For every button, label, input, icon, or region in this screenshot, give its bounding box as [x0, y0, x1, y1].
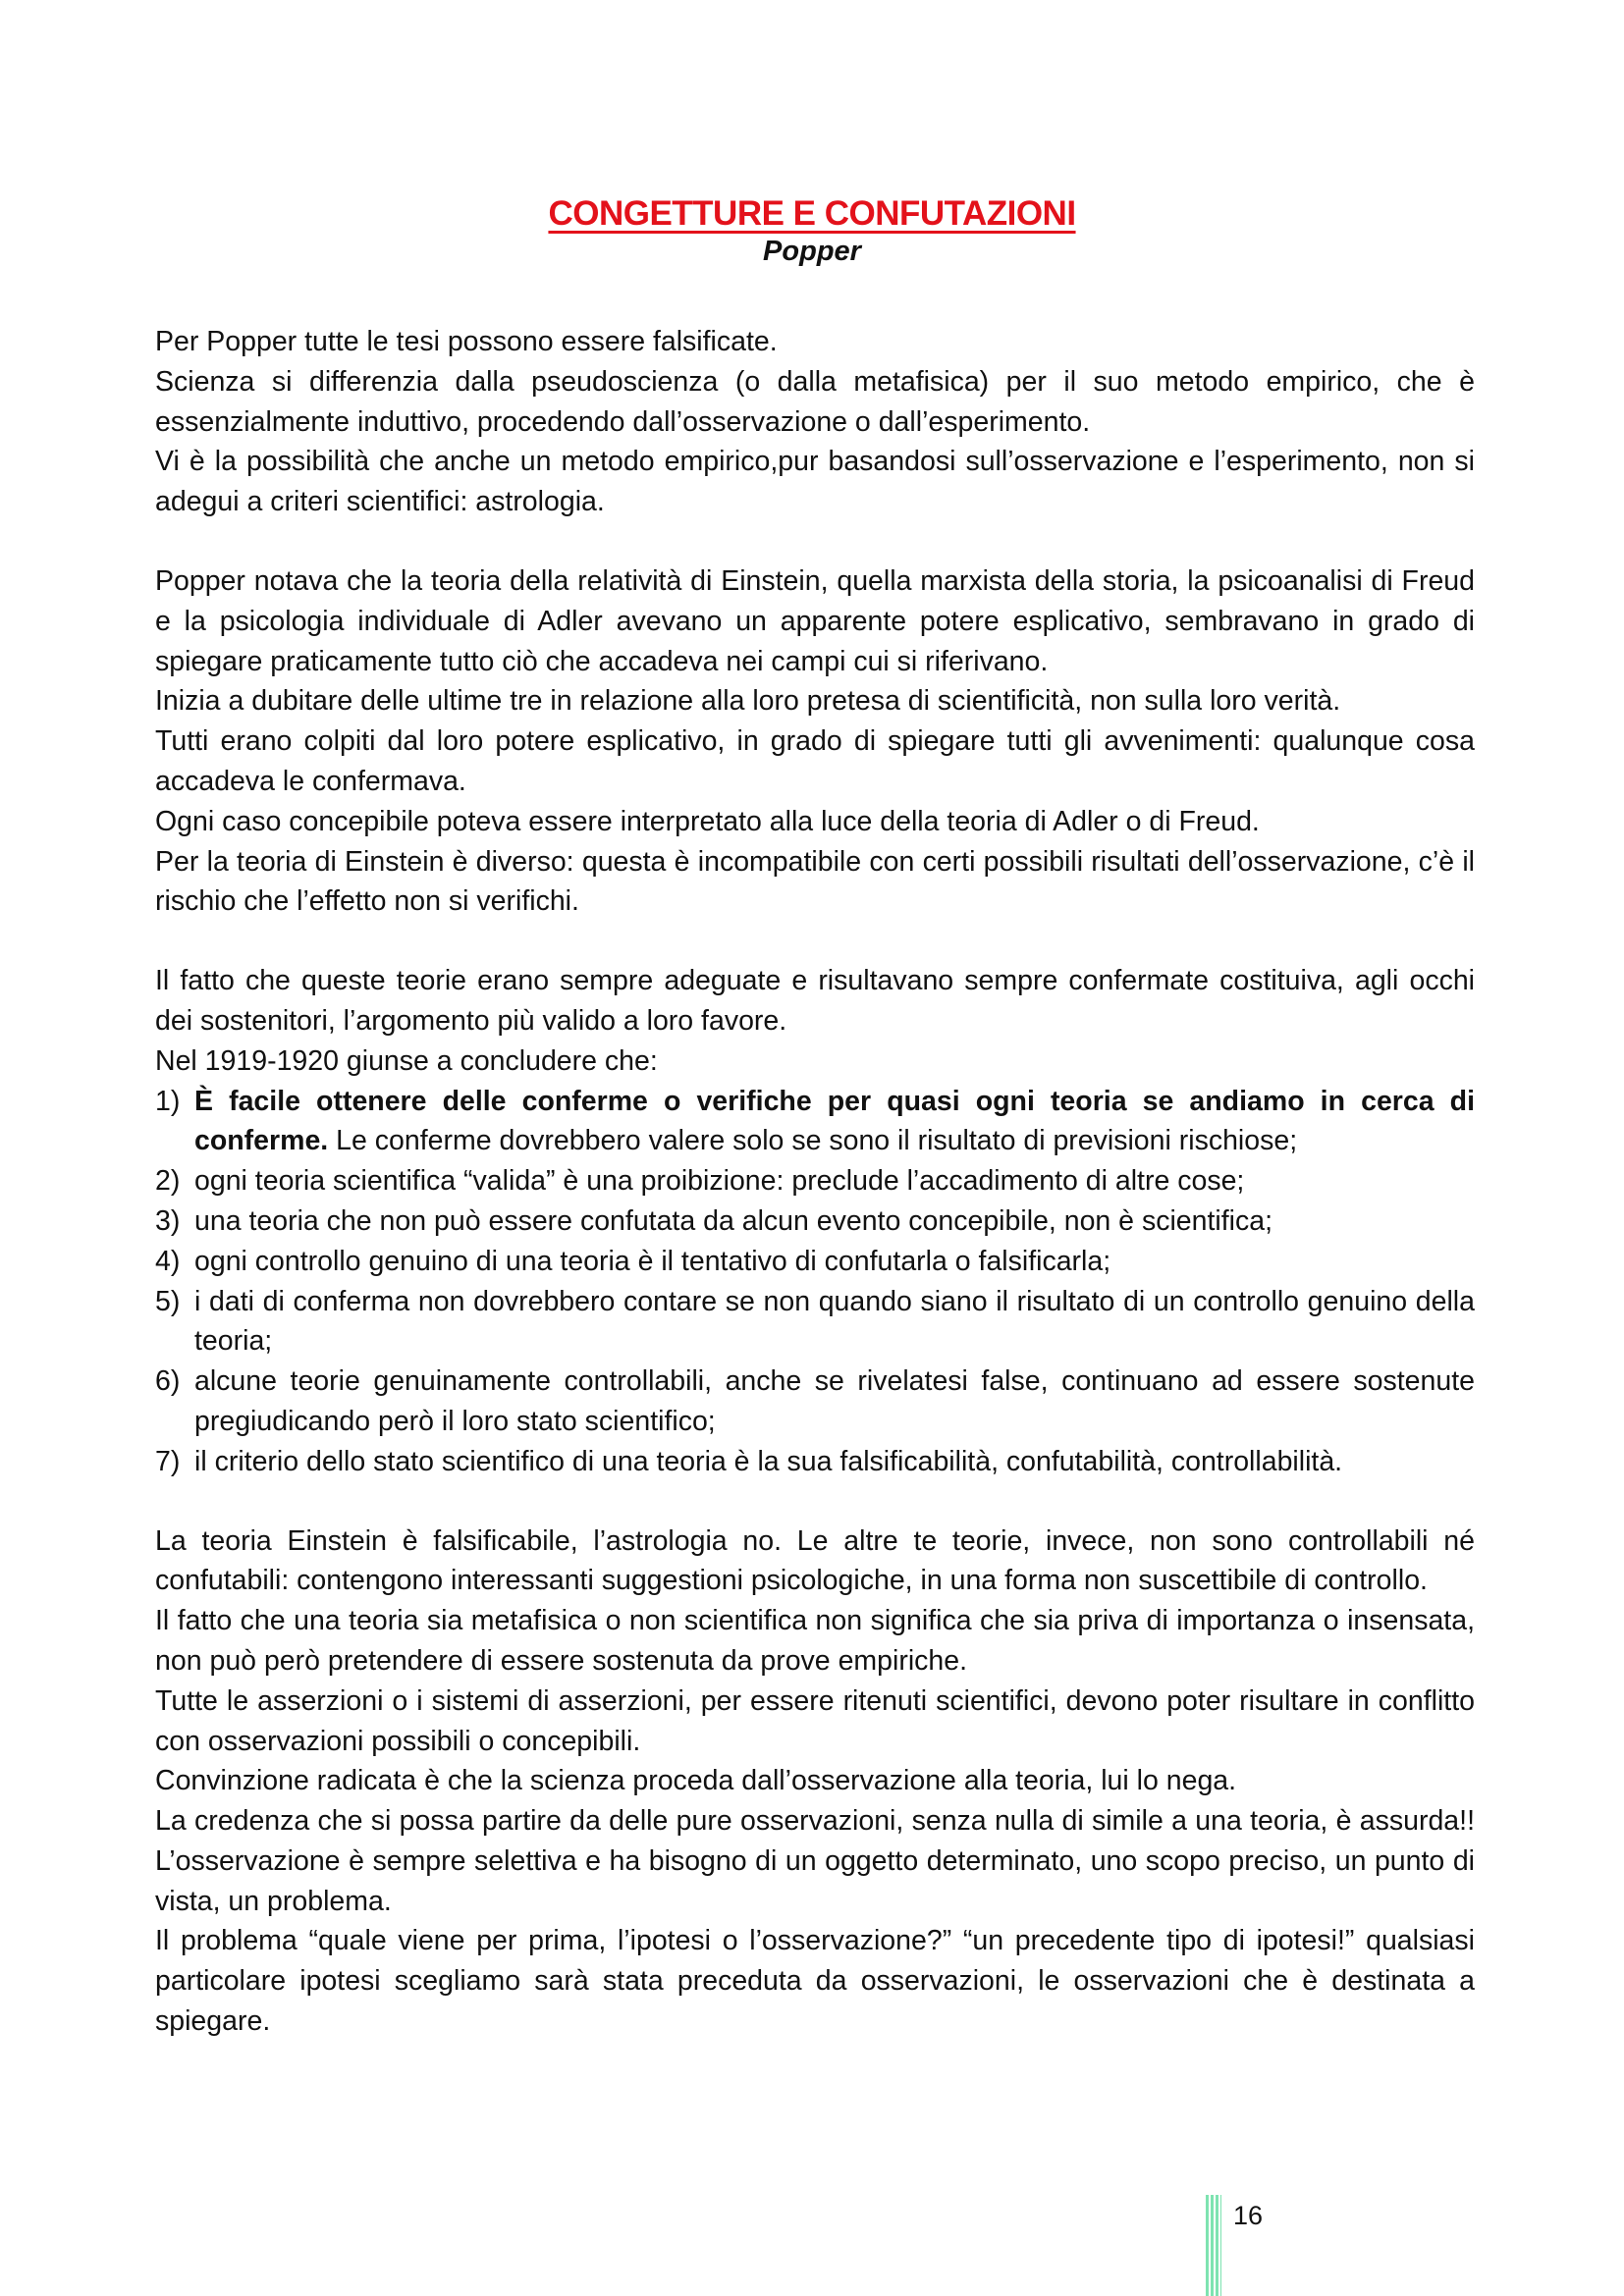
- spacer: [155, 1482, 1475, 1522]
- list-item-text: ogni controllo genuino di una teoria è il tentativo di confutarla o falsificarla;: [194, 1245, 1111, 1277]
- section-demarcation: [155, 1522, 1475, 2042]
- paragraph: Ogni caso concepibile poteva essere interpretato alla luce della teoria di Adler o di Freud.: [155, 805, 1260, 837]
- paragraph: La credenza che si possa partire da delle pure osservazioni, senza nulla di simile a una teoria, è assurda!! L’osservazione è sempre selettiva e ha bisogno di un oggetto determinato, uno scopo preciso, un punto di vista, un problema.: [155, 1805, 1475, 1917]
- document-body: [155, 322, 1475, 2042]
- paragraph: Il fatto che una teoria sia metafisica o non scientifica non significa che sia priva di importanza o insensata, non può però pretendere di essere sostenuta da prove empiriche.: [155, 1605, 1475, 1677]
- list-item-number: 5): [155, 1285, 181, 1317]
- paragraph: Nel 1919-1920 giunse a concludere che:: [155, 1044, 658, 1077]
- list-item: [155, 1362, 1475, 1442]
- list-item: [155, 1442, 1475, 1482]
- paragraph: Tutti erano colpiti dal loro potere esplicativo, in grado di spiegare tutti gli avvenimenti: qualunque cosa accadeva le confermava.: [155, 725, 1475, 797]
- paragraph: La teoria Einstein è falsificabile, l’astrologia no. Le altre te teorie, invece, non sono controllabili né confutabili: contengono interessanti suggestioni psicologiche, in una forma non suscettibile di controllo.: [155, 1524, 1475, 1597]
- page-title: CONGETTURE E CONFUTAZIONI: [548, 194, 1076, 233]
- list-item-number: 4): [155, 1245, 181, 1277]
- paragraph: Tutte le asserzioni o i sistemi di asserzioni, per essere ritenuti scientifici, devono poter risultare in conflitto con osservazioni possibili o concepibili.: [155, 1684, 1475, 1757]
- spacer: [155, 922, 1475, 961]
- paragraph: Il problema “quale viene per prima, l’ipotesi o l’osservazione?” “un precedente tipo di ipotesi!” qualsiasi particolare ipotesi scegliamo sarà stata preceduta da osservazioni, le osservazioni che è destinata a spiegare.: [155, 1925, 1475, 2038]
- list-item-text: il criterio dello stato scientifico di una teoria è la sua falsificabilità, confutabilità, controllabilità.: [194, 1445, 1343, 1477]
- list-item-number: 7): [155, 1445, 181, 1477]
- paragraph: Inizia a dubitare delle ultime tre in relazione alla loro pretesa di scientificità, non sulla loro verità.: [155, 685, 1341, 718]
- list-item-text: ogni teoria scientifica “valida” è una proibizione: preclude l’accadimento di altre cose;: [194, 1165, 1245, 1198]
- list-item-number: 1): [155, 1085, 181, 1117]
- section-falsification: [155, 322, 1475, 522]
- paragraph: Popper notava che la teoria della relatività di Einstein, quella marxista della storia, la psicoanalisi di Freud e la psicologia individuale di Adler avevano un apparente potere esplicativo, sembravano in grado di spiegare praticamente tutto ciò che accadeva nei campi cui si riferivano.: [155, 564, 1475, 677]
- paragraph: Per Popper tutte le tesi possono essere falsificate.: [155, 326, 778, 357]
- paragraph: Il fatto che queste teorie erano sempre adeguate e risultavano sempre confermate costituiva, agli occhi dei sostenitori, l’argomento più valido a loro favore.: [155, 965, 1475, 1037]
- list-item-number: 3): [155, 1204, 181, 1237]
- section-theories: [155, 561, 1475, 922]
- list-item-text: i dati di conferma non dovrebbero contare se non quando siano il risultato di un controllo genuino della teoria;: [194, 1285, 1475, 1358]
- title-block: [0, 194, 1624, 268]
- list-item-text: alcune teorie genuinamente controllabili, anche se rivelatesi false, continuano ad essere sostenute pregiudicando però il loro stato scientifico;: [194, 1365, 1475, 1437]
- conclusions-list: [155, 1082, 1475, 1482]
- page-subtitle: Popper: [763, 236, 861, 267]
- paragraph: Convinzione radicata è che la scienza proceda dall’osservazione alla teoria, lui lo nega.: [155, 1765, 1237, 1797]
- list-item: [155, 1161, 1475, 1201]
- page-number: 16: [1233, 2201, 1264, 2230]
- section-conclusions: [155, 961, 1475, 1481]
- list-item: [155, 1082, 1475, 1162]
- paragraph: Vi è la possibilità che anche un metodo empirico,pur basandosi sull’osservazione e l’esperimento, non si adegui a criteri scientifici: astrologia.: [155, 446, 1475, 518]
- paragraph: Per la teoria di Einstein è diverso: questa è incompatibile con certi possibili risultati dell’osservazione, c’è il rischio che l’effetto non si verifichi.: [155, 845, 1475, 918]
- list-item-text: Le conferme dovrebbero valere solo se sono il risultato di previsioni rischiose;: [328, 1125, 1298, 1157]
- list-item: [155, 1242, 1475, 1282]
- paragraph: Scienza si differenzia dalla pseudoscienza (o dalla metafisica) per il suo metodo empirico, che è essenzialmente induttivo, procedendo dall’osservazione o dall’esperimento.: [155, 365, 1475, 438]
- page-number-accent-bar: [1206, 2195, 1221, 2296]
- list-item-number: 6): [155, 1365, 181, 1398]
- list-item: [155, 1282, 1475, 1362]
- list-item: [155, 1201, 1475, 1242]
- list-item-number: 2): [155, 1165, 181, 1198]
- spacer: [155, 522, 1475, 561]
- list-item-text: una teoria che non può essere confutata da alcun evento concepibile, non è scientifica;: [194, 1204, 1273, 1237]
- list-item-bold-text: È facile ottenere delle conferme o verifiche per quasi ogni teoria se andiamo in cerca di conferme.: [194, 1085, 1475, 1157]
